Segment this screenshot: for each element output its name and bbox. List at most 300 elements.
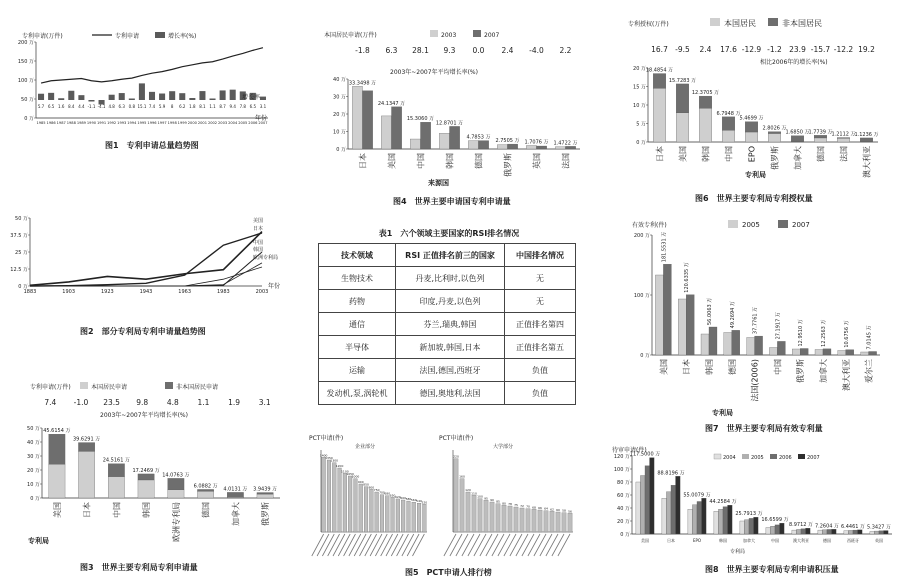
fig5-right-category-tick (504, 534, 516, 556)
fig1-growth-label: 8 (170, 104, 174, 109)
fig3-growth-value: 9.8 (136, 398, 149, 407)
fig3-category: 俄罗斯 (261, 502, 271, 526)
fig6-bar (791, 136, 804, 142)
fig6-growth-caption: 相比2006年的增长率(%) (760, 59, 828, 66)
fig5-right-bar (508, 506, 512, 532)
fig1-x-tick: 1992 (107, 121, 117, 125)
fig3-data-label: 3.9439 万 (253, 486, 278, 493)
table-cell: 芬兰,瑞典,韩国 (396, 313, 505, 336)
fig5-right-category-tick (462, 534, 474, 556)
fig3-legend-0: 本国居民申请 (91, 384, 128, 391)
fig1-growth-bar (68, 91, 74, 100)
fig1-growth-bar (58, 98, 64, 100)
fig8-legend-3: 2007 (807, 455, 820, 461)
fig5-right-data-label: 66 (538, 506, 542, 510)
fig6-bar (722, 130, 735, 142)
fig8-bar (692, 505, 697, 534)
fig8-data-label: 88.8196 万 (657, 470, 685, 477)
fig1-legend-swatch (155, 32, 165, 38)
fig1-x-tick: 1999 (177, 121, 187, 125)
fig5-right-data-label: 56 (568, 509, 572, 514)
fig1-growth-bar (179, 93, 185, 100)
fig5-right-category-tick (450, 534, 462, 556)
fig5-right-data-label: 62 (550, 507, 554, 512)
fig6-growth-value: -12.9 (741, 45, 762, 54)
fig3-bar (168, 478, 184, 489)
fig3-chart (0, 380, 290, 580)
fig3-category: 韩国 (142, 502, 152, 518)
fig1-y-tick: 50 万 (21, 97, 34, 103)
fig3-growth-value: 7.4 (44, 398, 57, 407)
fig8-data-label: 16.6599 万 (761, 517, 789, 524)
fig7-bar (686, 295, 694, 355)
fig6-data-label: 15.7283 万 (668, 77, 697, 84)
fig5-right-data-label: 120 (465, 488, 471, 492)
fig4-xlabel: 来源国 (428, 179, 449, 187)
table-header-cell: 技术领域 (319, 244, 396, 267)
fig5-right-category-tick (540, 534, 552, 556)
fig4-bar (381, 116, 391, 149)
fig8-category: 加拿大 (743, 538, 755, 543)
fig6-bar (699, 108, 712, 142)
fig5-left-category-tick (338, 534, 350, 556)
fig5-left-bar (354, 479, 358, 532)
fig1-growth-bar (109, 95, 115, 100)
table-cell: 药物 (319, 290, 396, 313)
fig7-data-label: 7.0145 万 (866, 325, 873, 350)
fig5-left-category-tick (312, 534, 324, 556)
table-cell: 正值排名第四 (505, 313, 576, 336)
fig6-data-label: 1.6850 万 (785, 129, 810, 136)
fig7-legend-1: 2007 (792, 221, 810, 229)
fig6-caption: 图6 世界主要专利局专利授权量 (695, 194, 813, 203)
fig1-growth-bar (260, 97, 266, 100)
fig8-bar (728, 505, 733, 534)
fig5-left-category-tick (375, 534, 387, 556)
fig6-bar (837, 138, 850, 139)
fig7-data-label: 120.6335 万 (684, 262, 691, 293)
fig5-left-data-label: 1200 (335, 464, 344, 468)
fig6-growth-value: 17.6 (720, 45, 737, 54)
fig7-bar (663, 264, 671, 355)
fig4-bar (363, 91, 373, 149)
fig8-y-tick: 100 万 (613, 467, 630, 473)
fig1-growth-bar (169, 91, 175, 100)
fig5-left-bar (327, 460, 331, 532)
fig4-category: 美国 (387, 153, 397, 169)
fig1-x-tick: 1995 (137, 121, 147, 125)
fig8-bar (671, 485, 676, 534)
fig5-left-category-tick (412, 534, 424, 556)
fig5-left-bar (322, 457, 326, 532)
fig1-growth-label: 1.6 (58, 104, 65, 109)
fig1-y-tick: 100 万 (17, 78, 34, 84)
fig8-bar (853, 530, 858, 534)
table-cell: 德国,奥地利,法国 (396, 382, 505, 405)
fig3-data-label: 17.2469 万 (132, 467, 160, 474)
fig8-bar (744, 520, 749, 534)
fig8-data-label: 117.5000 万 (629, 451, 661, 458)
fig6-legend-0: 本国居民 (724, 19, 756, 28)
fig5-right-data-label: 64 (544, 506, 548, 511)
fig5-right-category-tick (492, 534, 504, 556)
fig8-bar (688, 509, 693, 534)
fig4-y-tick: 10 万 (333, 129, 346, 136)
fig7-data-label: 56.0063 万 (707, 297, 713, 325)
fig8-ylabel: 待审申请(件) (612, 447, 647, 454)
fig5-right-data-label: 60 (556, 508, 560, 512)
fig8-bar (874, 531, 879, 534)
fig8-bar (792, 530, 797, 534)
fig5-right-title: 大学部分 (493, 444, 514, 450)
fig5-left-data-label: 650 (389, 493, 396, 498)
fig5-left-category-tick (365, 534, 377, 556)
fig8-chart (610, 442, 900, 582)
fig8-bar (844, 531, 849, 534)
fig6-data-label: 1.1236 万 (854, 131, 879, 138)
fig7-bar (701, 334, 709, 355)
fig2-series-label: 韩国 (253, 247, 264, 253)
fig7-bar (755, 336, 763, 355)
fig5-right-bar (526, 509, 530, 532)
table-header-cell: 中国排名情况 (505, 244, 576, 267)
fig8-bar (766, 528, 771, 535)
fig5-left-data-label: 520 (421, 500, 428, 505)
fig5-left-data-label: 1350 (325, 456, 333, 460)
fig6-data-label: 5.4699 万 (739, 115, 764, 122)
table-cell: 半导体 (319, 336, 396, 359)
fig5-right-data-label: 220 (453, 454, 459, 459)
table-cell: 新加坡,韩国,日本 (396, 336, 505, 359)
fig1-growth-label: 8.7 (219, 104, 226, 109)
fig6-data-label: 18.4854 万 (645, 67, 674, 74)
fig5-left-data-label: 1000 (351, 474, 360, 479)
fig6-category: 韩国 (701, 146, 711, 162)
fig7-category: 爱尔兰 (864, 359, 874, 383)
fig5-left-category-tick (381, 534, 393, 556)
fig3-data-label: 4.0131 万 (223, 486, 248, 493)
fig6-category: EPO (747, 146, 757, 163)
fig5-left-data-label: 850 (363, 482, 369, 487)
fig5-right-data-label: 75 (514, 503, 518, 507)
fig6-bar (860, 138, 873, 142)
fig4-category: 日本 (358, 153, 368, 169)
table-cell: 通信 (319, 313, 396, 336)
fig8-bar (645, 466, 650, 534)
fig3-bar (257, 493, 273, 495)
fig8-bar (650, 458, 655, 534)
fig8-data-label: 5.3427 万 (866, 524, 892, 531)
fig6-category: 俄罗斯 (770, 146, 780, 170)
fig4-bar (410, 139, 420, 149)
fig5-right-category-tick (498, 534, 510, 556)
table-row (319, 359, 576, 382)
fig4-category: 韩国 (445, 153, 455, 169)
fig6-growth-value: 23.9 (789, 45, 806, 54)
fig3-y-tick: 50 万 (27, 426, 40, 432)
fig5-left-data-label: 580 (405, 497, 412, 502)
fig4-bar (450, 126, 460, 149)
fig8-legend-2: 2006 (779, 455, 792, 461)
fig7-category: 加拿大 (819, 359, 828, 383)
fig4-bar (508, 144, 518, 149)
fig7-category: 澳大利亚 (841, 359, 851, 391)
fig5-left-category-tick (386, 534, 398, 556)
fig8-bar (740, 521, 745, 534)
fig5-right-data-label: 68 (532, 505, 536, 510)
fig1-growth-label: 1.8 (189, 104, 196, 109)
fig3-category: 德国 (201, 502, 211, 518)
fig2-x-tick: 1963 (178, 289, 192, 295)
fig7-category: 法国(2006) (750, 359, 760, 402)
fig4-y-tick: 30 万 (333, 94, 346, 101)
fig5-left-bar (338, 468, 342, 532)
fig2-x-tick: 1903 (62, 289, 76, 295)
fig3-bar (138, 480, 154, 498)
fig2-caption: 图2 部分专利局专利申请量趋势图 (80, 327, 206, 336)
fig5-left-data-label: 700 (379, 490, 385, 495)
fig5-left-category-tick (354, 534, 366, 556)
fig5-left-bar (348, 476, 352, 532)
fig6-growth-value: -12.2 (833, 45, 854, 54)
fig1-ylabel: 专利申请(万件) (22, 33, 63, 40)
fig1-x-tick: 1987 (56, 121, 66, 125)
table-cell: 运输 (319, 359, 396, 382)
fig8-bar (806, 528, 811, 534)
fig1-xlabel: 年份 (255, 115, 268, 122)
fig4-bar (439, 133, 449, 149)
fig3-data-label: 6.0882 万 (193, 483, 218, 490)
fig6-bar (699, 96, 712, 108)
fig8-bar (848, 530, 853, 534)
fig1-growth-bar (199, 91, 205, 100)
fig1-growth-label: 6.5 (249, 104, 257, 109)
fig5-right-bar (550, 511, 554, 532)
fig6-category: 日本 (655, 146, 665, 162)
fig8-category: 澳大利亚 (793, 538, 809, 543)
fig7-bar (823, 349, 831, 355)
fig1-x-tick: 1988 (66, 121, 76, 125)
fig7-bar (747, 338, 755, 356)
table-cell: 正值排名第五 (505, 336, 576, 359)
fig6-plot (633, 66, 879, 178)
fig4-bar (352, 86, 362, 149)
fig8-xlabel: 专利局 (730, 549, 746, 555)
fig3-data-label: 14.0763 万 (162, 472, 190, 479)
fig5-right-bar (496, 504, 500, 532)
fig4-category: 法国 (561, 153, 571, 169)
fig3-bar (197, 491, 213, 498)
fig1-x-tick: 2001 (197, 121, 208, 125)
fig5-left-category-tick (370, 534, 382, 556)
fig5-right-bar (472, 495, 476, 532)
fig3-xlabel: 专利局 (28, 537, 49, 545)
fig5-right-data-label: 72 (520, 504, 524, 508)
fig4-growth-caption: 2003年~2007年平均增长率(%) (390, 69, 478, 76)
fig5-left-category-tick (317, 534, 329, 556)
fig7-bar (732, 330, 740, 355)
fig3-category: 中国 (112, 502, 122, 518)
fig7-bar (777, 341, 785, 355)
fig3-category: 日本 (82, 502, 92, 518)
fig5-left-data-label: 680 (384, 491, 391, 496)
fig5-right-bar (454, 459, 458, 532)
fig6-growth-value: 2.4 (699, 45, 712, 54)
fig1-x-tick: 1986 (46, 121, 56, 125)
fig2-line (30, 232, 262, 286)
fig4-caption: 图4 世界主要申请国专利申请量 (393, 197, 511, 206)
fig4-bar (566, 146, 576, 149)
fig7-bar (678, 299, 686, 355)
fig8-bar (697, 502, 702, 535)
table-cell: 印度,丹麦,以色列 (396, 290, 505, 313)
fig2-y-tick: 37.5 万 (10, 233, 28, 239)
fig6-bar (653, 88, 666, 142)
fig8-bar (662, 498, 667, 534)
fig5-left-bar (359, 484, 363, 532)
fig7-data-label: 27.1917 万 (775, 312, 782, 340)
fig8-data-label: 44.2584 万 (709, 499, 737, 506)
fig6-growth-row (651, 45, 875, 54)
fig1-legend-0: 专利申请 (115, 33, 140, 40)
fig4-data-label: 15.3060 万 (406, 116, 435, 123)
fig8-y-tick: 20 万 (617, 519, 630, 525)
fig7-chart (610, 215, 900, 440)
fig5-right-bar (514, 507, 518, 532)
fig5-right-data-label: 100 (477, 494, 483, 499)
fig6-bar (653, 74, 666, 89)
fig5-left-data-label: 560 (410, 498, 417, 503)
fig3-data-label: 45.6154 万 (43, 428, 71, 435)
fig5-left-bar (364, 487, 368, 532)
fig6-category: 澳大利亚 (862, 146, 872, 178)
fig8-bar (676, 476, 681, 534)
fig6-category: 德国 (816, 146, 826, 162)
fig3-caption: 图3 世界主要专利局专利申请量 (80, 563, 198, 572)
fig1-growth-label: 7.4 (148, 104, 156, 109)
fig2-x-tick: 1983 (216, 289, 230, 295)
fig3-category: 加拿大 (231, 502, 241, 526)
fig6-legend-1: 非本国居民 (782, 19, 822, 28)
fig2-series-label: 欧洲专利局 (253, 255, 279, 261)
fig6-bar (722, 117, 735, 130)
fig4-data-label: 12.8701 万 (435, 120, 464, 127)
table-title: 表1 六个领域主要国家的RSI排名情况 (378, 229, 520, 238)
fig4-category: 英国 (532, 153, 542, 169)
fig1-growth-bar (38, 94, 44, 100)
fig7-bar (655, 275, 663, 355)
fig5-left-bar (343, 473, 347, 532)
fig8-bar (858, 530, 863, 534)
fig7-bar (769, 348, 777, 356)
fig1-x-tick: 2004 (228, 121, 238, 125)
fig1-growth-bar (230, 90, 236, 100)
fig3-growth-value: 4.8 (166, 398, 179, 407)
fig2-x-tick: 1943 (139, 289, 153, 295)
fig4-legend-0: 2003 (441, 32, 457, 39)
table-header-cell: RSI 正值排名前三的国家 (396, 244, 505, 267)
table-cell: 丹麦,比利时,以色列 (396, 267, 505, 290)
fig3-y-tick: 40 万 (27, 440, 40, 446)
fig5-right-category-tick (480, 534, 492, 556)
fig8-bar (718, 509, 723, 534)
fig5-left-data-label: 1300 (330, 458, 339, 463)
fig5-left-data-label: 620 (394, 494, 401, 499)
fig3-category: 美国 (52, 502, 62, 518)
fig7-data-label: 49.2694 万 (729, 301, 736, 329)
fig7-plot (634, 232, 880, 402)
fig1-growth-bar (220, 90, 226, 100)
fig1-x-tick: 1990 (86, 121, 97, 125)
fig1-y-tick: 200 万 (17, 40, 34, 46)
fig5-right-data-label: 80 (502, 501, 506, 506)
fig6-y-tick: 20 万 (633, 66, 646, 72)
fig7-data-label: 181.5531 万 (661, 231, 668, 263)
fig7-data-label: 37.7761 万 (752, 306, 759, 335)
fig5-left-data-label: 1100 (341, 469, 349, 474)
fig4-bar (526, 146, 536, 150)
fig5-left-category-tick (328, 534, 340, 556)
fig5-left-data-label: 540 (416, 499, 422, 504)
fig1-growth-label: 7.8 (239, 104, 246, 109)
fig1-growth-bar (149, 92, 155, 100)
fig8-legend-0: 2004 (723, 455, 736, 461)
fig1-y-tick: 150 万 (17, 59, 34, 65)
fig8-bar (749, 518, 754, 534)
fig3-plot (27, 426, 280, 542)
fig5-right-category-tick (558, 534, 570, 556)
fig5-right-category-tick (516, 534, 528, 556)
fig2-plot (10, 216, 281, 295)
fig5-chart (305, 432, 585, 582)
fig1-growth-bar (48, 93, 54, 100)
fig5-left-bar (417, 503, 421, 532)
fig5-left-title: 企业部分 (355, 444, 376, 450)
fig8-bar (879, 531, 884, 534)
fig1-x-tick: 2007 (258, 121, 268, 125)
fig6-bar (676, 113, 689, 142)
fig7-caption: 图7 世界主要专利局有效专利量 (705, 424, 823, 433)
fig1-growth-label: 5.9 (158, 104, 166, 109)
fig4-growth-value: -1.8 (355, 46, 370, 55)
fig5-left-bar (401, 500, 405, 532)
fig7-bar (800, 349, 808, 356)
fig4-y-tick: 0 万 (336, 147, 346, 153)
fig5-right-category-tick (510, 534, 522, 556)
fig5-left-bar (396, 499, 400, 532)
fig4-legend-1: 2007 (484, 32, 500, 39)
fig5-left-bar (332, 463, 336, 532)
fig5-right-bar (568, 513, 572, 532)
fig8-caption: 图8 世界主要专利局专利申请积压量 (705, 565, 839, 574)
fig5-right-bar (556, 512, 560, 532)
fig1-growth-label: 4.8 (108, 104, 115, 109)
fig7-category: 日本 (682, 359, 692, 375)
fig4-bar (421, 122, 431, 149)
fig5-ylabel-right: PCT申请(件) (439, 435, 474, 442)
fig8-category: 英国 (875, 538, 883, 543)
fig4-growth-value: 2.2 (559, 46, 572, 55)
fig5-left-data-label: 900 (357, 480, 364, 484)
fig3-category: 欧洲专利局 (171, 502, 181, 542)
fig2-series-label: 美国 (253, 218, 264, 224)
fig1-x-tick: 1996 (147, 121, 157, 125)
fig7-bar (792, 349, 800, 355)
fig5-left-category-tick (333, 534, 345, 556)
fig5-right-bar (544, 511, 548, 532)
fig8-category: 日本 (667, 538, 675, 543)
table-row (319, 382, 576, 405)
